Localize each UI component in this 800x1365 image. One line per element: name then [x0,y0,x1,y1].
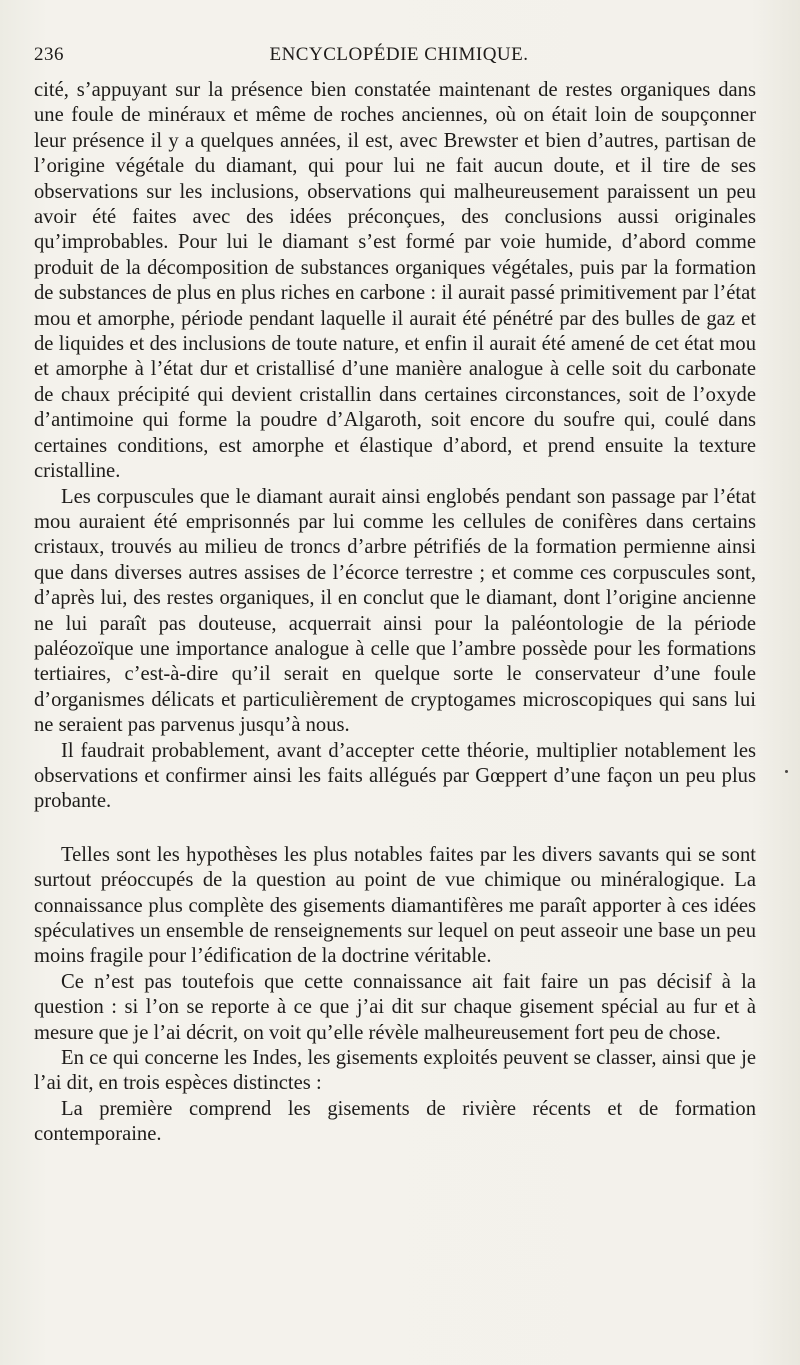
page-header [34,44,764,72]
paragraph-1: cité, s’appuyant sur la présence bien constatée maintenant de restes organiques dans une foule de minéraux et même de roches anciennes, où on était loin de soupçonner leur présence il y a quelques années, il est, avec Brewster et bien d’autres, partisan de l’origine végétale du diamant, qui pour lui ne fait aucun doute, et il tire de ses observations sur les inclusions, observations qui malheureusement paraissent un peu avoir été faites avec des idées préconçues, des conclusions aussi originales qu’improbables. Pour lui le diamant s’est formé par voie humide, d’abord comme produit de la décomposition de substances organiques végétales, puis par la formation de substances de plus en plus riches en carbone : il aurait passé primitivement par l’état mou et amorphe, période pendant laquelle il aurait été pénétré par des bulles de gaz et de liquides et des inclusions de toute nature, et enfin il aurait été amené de cet état mou et amorphe à l’état dur et cristallisé d’une manière analogue à celle soit du carbonate de chaux précipité qui devient cristallin dans certaines circonstances, soit de l’oxyde d’antimoine qui forme la poudre d’Algaroth, soit encore du soufre qui, coulé dans certaines conditions, est amorphe et élastique d’abord, et prend ensuite la texture cristalline. [34,79,756,483]
paragraph-7: La première comprend les gisements de rivière récents et de formation contemporaine. [34,1097,756,1146]
page-number: 236 [34,44,64,65]
paragraph-4: Telles sont les hypothèses les plus notables faites par les divers savants qui se sont surtout préoccupés de la question au point de vue chimique ou minéralogique. La connaissance plus complète des gisements diamantifères me paraît apporter à ces idées spéculatives un ensemble de renseignements sur lequel on peut asseoir une base un peu moins fragile pour l’édification de la doctrine véritable. [34,843,756,968]
paragraph-6: En ce qui concerne les Indes, les gisements exploités peuvent se classer, ainsi que je l’ai dit, en trois espèces distinctes : [34,1047,756,1095]
paragraph-2: Les corpuscules que le diamant aurait ainsi englobés pendant son passage par l’état mou auraient été emprisonnés par lui comme les cellules de conifères dans certains cristaux, trouvés au milieu de troncs d’arbre pétrifiés de la formation permienne ainsi que dans diverses autres assises de l’écorce terrestre ; et comme ces corpuscules sont, d’après lui, des restes organiques, il en conclut que le diamant, dont l’origine ancienne ne lui paraît pas douteuse, acquerrait ainsi pour la paléontologie de la période paléozoïque une importance analogue à celle que l’ambre possède pour les formations tertiaires, c’est-à-dire qu’il serait en quelque sorte le conservateur d’une foule d’organismes délicats et particulièrement de cryptogames microscopiques qui sans lui ne seraient pas parvenus jusqu’à nous. [34,485,756,737]
margin-mark [785,770,788,773]
paragraph-5: Ce n’est pas toutefois que cette connaissance ait fait faire un pas décisif à la question : si l’on se reporte à ce que j’ai dit sur chaque gisement spécial au fur et à mesure que je l’ai décrit, on voit qu’elle révèle malheureusement fort peu de chose. [34,970,756,1044]
running-title: ENCYCLOPÉDIE CHIMIQUE. [269,44,529,65]
paragraph-3: Il faudrait probablement, avant d’accepter cette théorie, multiplier notablement les observations et confirmer ainsi les faits allégués par Gœppert d’une façon un peu plus probante. [34,739,756,813]
body-text [34,78,756,1148]
